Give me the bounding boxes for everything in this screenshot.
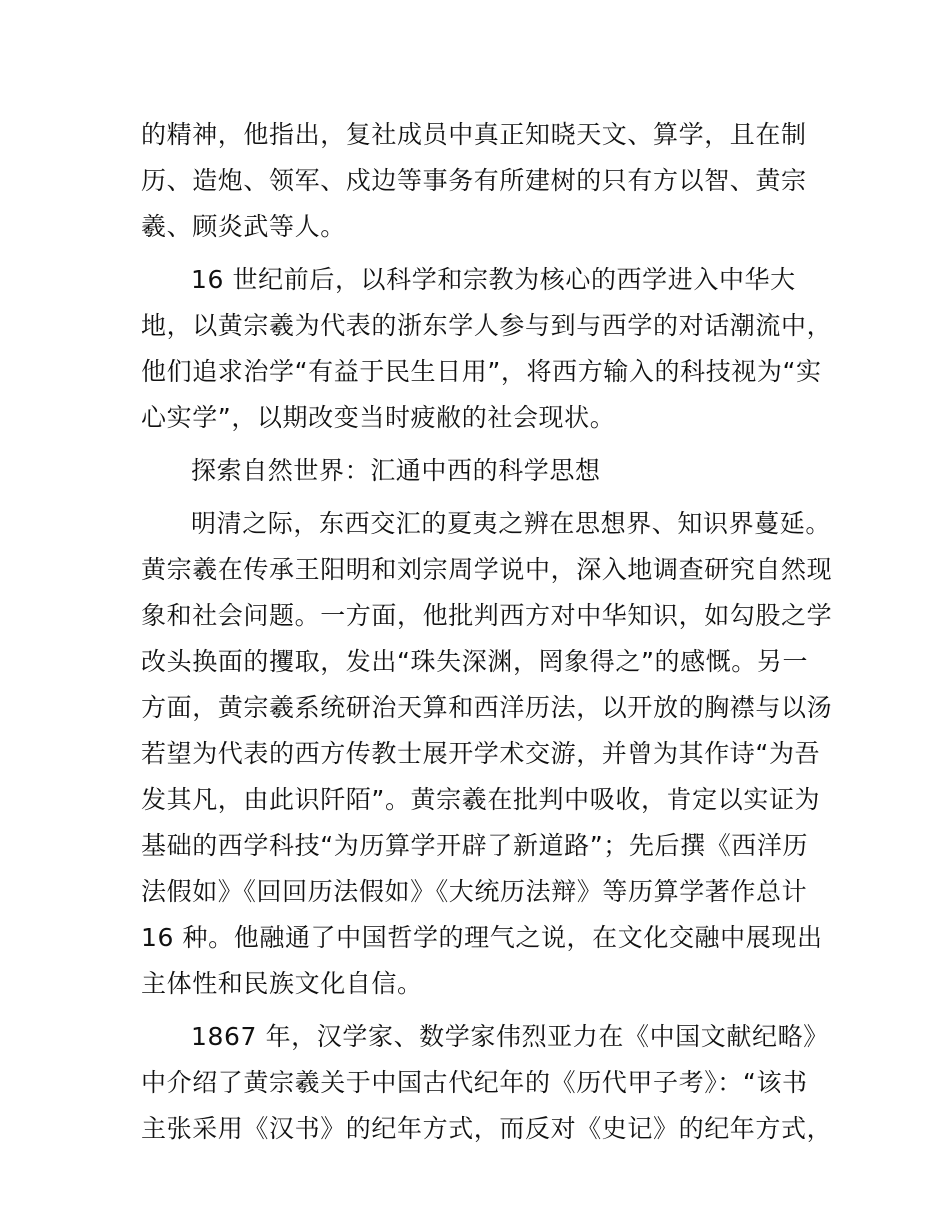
text-line: 他们追求治学“有益于民生日用”，将西方输入的科技视为“实 xyxy=(141,357,822,386)
article-body xyxy=(141,112,833,1152)
paragraph-fushe-members xyxy=(141,112,811,250)
section-heading xyxy=(141,448,811,494)
text-line: 心实学”，以期改变当时疲敝的社会现状。 xyxy=(141,403,616,432)
text-line: 象和社会问题。一方面，他批判西方对中华知识，如勾股之学 xyxy=(141,601,833,630)
text-line: 1867 年，汉学家、数学家伟烈亚力在《中国文献纪略》 xyxy=(191,1022,829,1051)
section-heading-text: 探索自然世界：汇通中西的科学思想 xyxy=(191,456,601,485)
text-line: 中介绍了黄宗羲关于中国古代纪年的《历代甲子考》：“该书 xyxy=(141,1068,808,1097)
text-line: 若望为代表的西方传教士展开学术交游，并曾为其作诗“为吾 xyxy=(141,739,821,768)
text-line: 黄宗羲在传承王阳明和刘宗周学说中，深入地调查研究自然现 xyxy=(141,555,833,584)
text-line: 16 种。他融通了中国哲学的理气之说，在文化交融中展现出 xyxy=(141,923,823,952)
text-line: 的精神，他指出，复社成员中真正知晓天文、算学，且在制 xyxy=(141,120,807,149)
paragraph-wylie-1867 xyxy=(141,1014,833,1152)
paragraph-western-learning xyxy=(141,257,833,441)
text-line: 主体性和民族文化自信。 xyxy=(141,969,423,998)
paragraph-huang-zongxi-science xyxy=(141,501,833,1007)
text-line: 改头换面的攫取，发出“珠失深渊，罔象得之”的感慨。另一 xyxy=(141,647,809,676)
text-line: 法假如》《回回历法假如》《大统历法辩》等历算学著作总计 xyxy=(141,877,808,906)
text-line: 16 世纪前后，以科学和宗教为核心的西学进入中华大 xyxy=(191,265,796,294)
text-line: 羲、顾炎武等人。 xyxy=(141,212,346,241)
text-line: 主张采用《汉书》的纪年方式，而反对《史记》的纪年方式， xyxy=(141,1114,833,1143)
text-line: 明清之际，东西交汇的夏夷之辨在思想界、知识界蔓延。 xyxy=(191,509,832,538)
text-line: 历、造炮、领军、戍边等事务有所建树的只有方以智、黄宗 xyxy=(141,166,807,195)
text-line: 地，以黄宗羲为代表的浙东学人参与到与西学的对话潮流中， xyxy=(141,311,833,340)
text-line: 基础的西学科技“为历算学开辟了新道路”；先后撰《西洋历 xyxy=(141,831,809,860)
text-line: 发其凡，由此识阡陌”。黄宗羲在批判中吸收，肯定以实证为 xyxy=(141,785,821,814)
text-line: 方面，黄宗羲系统研治天算和西洋历法，以开放的胸襟与以汤 xyxy=(141,693,833,722)
